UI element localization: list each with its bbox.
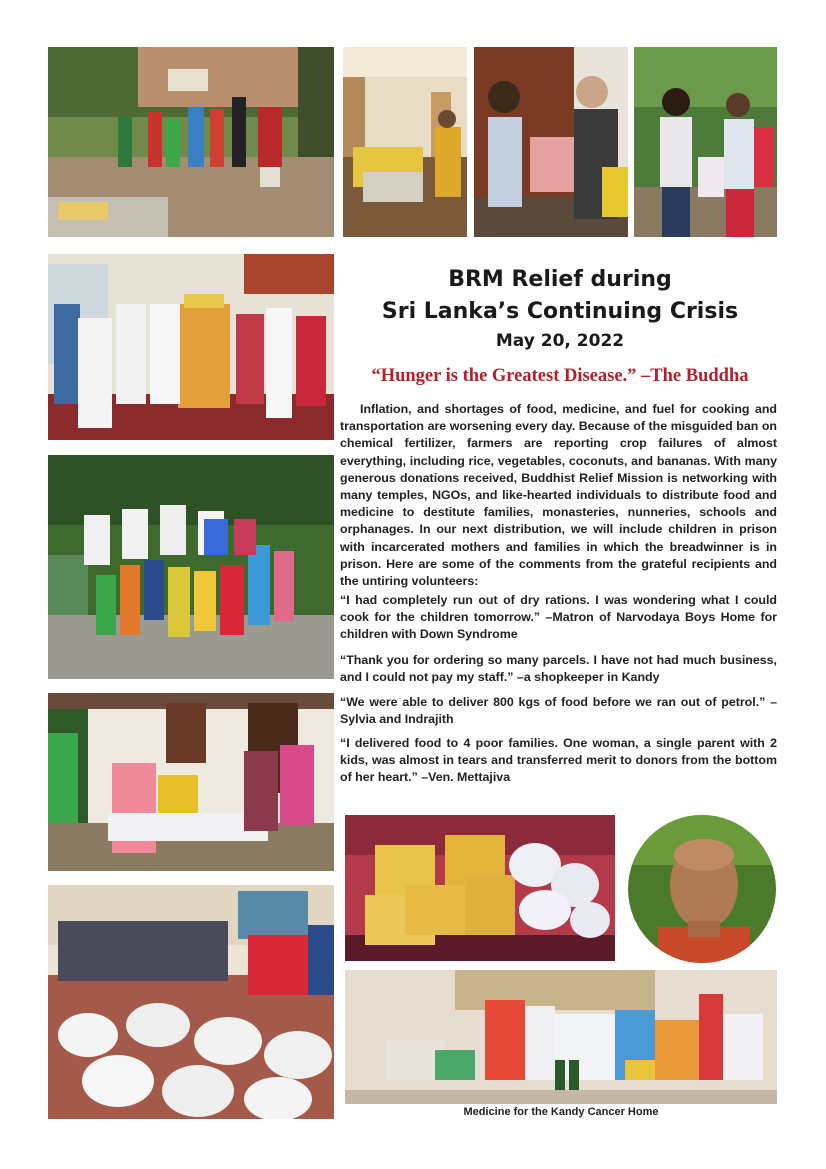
comment-volunteers: “We were able to deliver 800 kgs of food before we ran out of petrol.” –Sylvia and Indrajith <box>340 695 777 727</box>
photo-girl-receiving-bag <box>474 47 628 237</box>
photo-women-with-bag <box>634 47 777 237</box>
intro-paragraph: Inflation, and shortages of food, medicine, and fuel for cooking and transportation are worsening every day. Because of the misguided ban on chemical fertilizer, farmers are reporting crop failures of almost everything, including rice, vegetables, coconuts, and bananas. With many generous donations received, Buddhist Relief Mission is networking with many temples, NGOs, and like-hearted individuals to distribute food and medicine to destitute families, monasteries, nunneries, schools and orphanages. In our next distribution, we will include children in prison with incarcerated mothers and families in which the breadwinner is in prison. Here are some of the comments from the grateful recipients and the untiring volunteers: <box>340 402 777 589</box>
photo-volunteer-parcels <box>343 47 467 237</box>
comment-matron: “I had completely run out of dry rations. I was wondering what I could cook for the children tomorrow.” –Matron of Narvodaya Boys Home for children with Down Syndrome <box>340 593 777 642</box>
title-line-1: BRM Relief during <box>448 267 672 292</box>
title-line-2: Sri Lanka’s Continuing Crisis <box>381 299 739 324</box>
comment-shopkeeper: “Thank you for ordering so many parcels. I have not had much business, and I could not pay my staff.” –a shopkeeper in Kandy <box>340 653 777 685</box>
photo-rice-bags <box>345 815 615 961</box>
medicine-caption: Medicine for the Kandy Cancer Home <box>463 1106 659 1118</box>
comment-mettajiva: “I delivered food to 4 poor families. One woman, a single parent with 2 kids, was almost in tears and transferred merit to donors from the bottom of her heart.” –Ven. Mettajiva <box>340 736 777 785</box>
photo-gathering-parcels <box>48 885 334 1119</box>
photo-monk-portrait <box>628 815 776 963</box>
photo-medicine-boxes <box>345 970 777 1104</box>
buddha-quote: “Hunger is the Greatest Disease.” –The Buddha <box>371 366 749 386</box>
photo-children-group <box>48 455 334 679</box>
photo-staff-group <box>48 254 334 440</box>
photo-family-house <box>48 693 334 871</box>
title-date: May 20, 2022 <box>495 331 625 351</box>
photo-children-schoolyard <box>48 47 334 237</box>
